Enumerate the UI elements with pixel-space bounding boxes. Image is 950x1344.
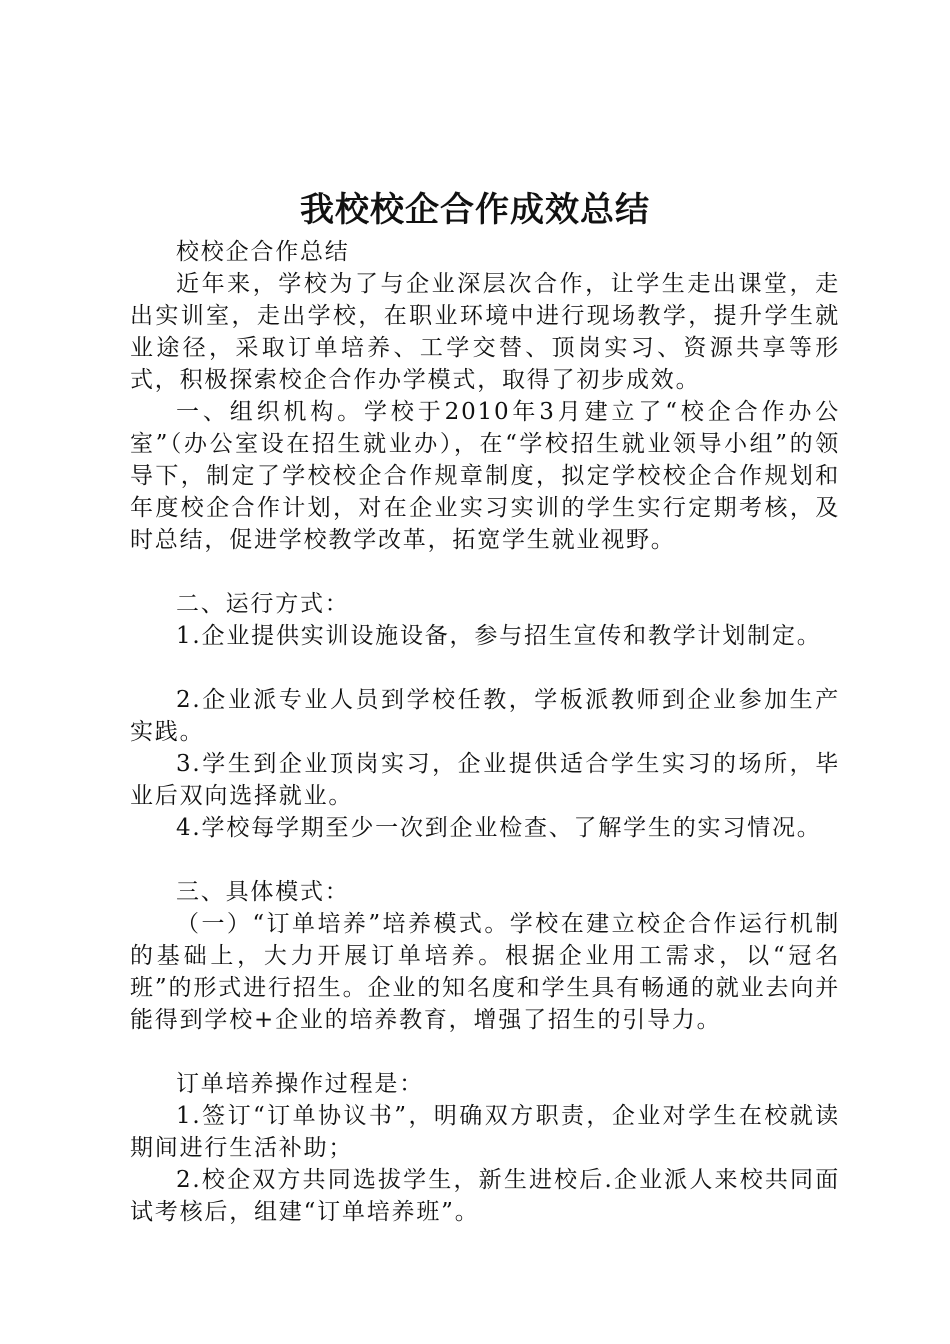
heading-order-training-process: 订单培养操作过程是： xyxy=(176,1071,424,1097)
paragraph-intro: 近年来，学校为了与企业深层次合作，让学生走出课堂，走出实训室，走出学校，在职业环境中进行现场教学，提升学生就业途径，采取订单培养、工学交替、顶岗实习、资源共享等形式，积极探索校企合作办学模式，取得了初步成效。 xyxy=(130,271,840,393)
paragraph-process-item-1: 1.签订“订单协议书”，明确双方职责，企业对学生在校就读期间进行生活补助； xyxy=(130,1103,840,1161)
paragraph-operation-item-1: 1.企业提供实训设施设备，参与招生宣传和教学计划制定。 xyxy=(176,623,822,649)
document-title: 我校校企合作成效总结 xyxy=(300,190,650,230)
paragraph-organization: 一、组织机构。学校于2010年3月建立了“校企合作办公室”（办公室设在招生就业办），在“学校招生就业领导小组”的领导下，制定了学校校企合作规章制度，拟定学校校企合作规划和年度校企合作计划，对在企业实习实训的学生实行定期考核，及时总结，促进学校教学改革，拓宽学生就业视野。 xyxy=(130,399,840,553)
paragraph-operation-item-4: 4.学校每学期至少一次到企业检查、了解学生的实习情况。 xyxy=(176,815,822,841)
paragraph-order-training-model: （一）“订单培养”培养模式。学校在建立校企合作运行机制的基础上，大力开展订单培养。根据企业用工需求，以“冠名班”的形式进行招生。企业的知名度和学生具有畅通的就业去向并能得到学校+企业的培养教育，增强了招生的引导力。 xyxy=(130,911,840,1033)
paragraph-process-item-2: 2.校企双方共同选拔学生，新生进校后.企业派人来校共同面试考核后，组建“订单培养班”。 xyxy=(130,1167,840,1225)
paragraph-subtitle: 校校企合作总结 xyxy=(176,239,350,265)
heading-operation-mode: 二、运行方式： xyxy=(176,591,350,617)
paragraph-operation-item-3: 3.学生到企业顶岗实习，企业提供适合学生实习的场所，毕业后双向选择就业。 xyxy=(130,751,840,809)
paragraph-operation-item-2: 2.企业派专业人员到学校任教，学板派教师到企业参加生产实践。 xyxy=(130,687,840,745)
heading-specific-mode: 三、具体模式： xyxy=(176,879,350,905)
document-body xyxy=(130,236,840,1228)
